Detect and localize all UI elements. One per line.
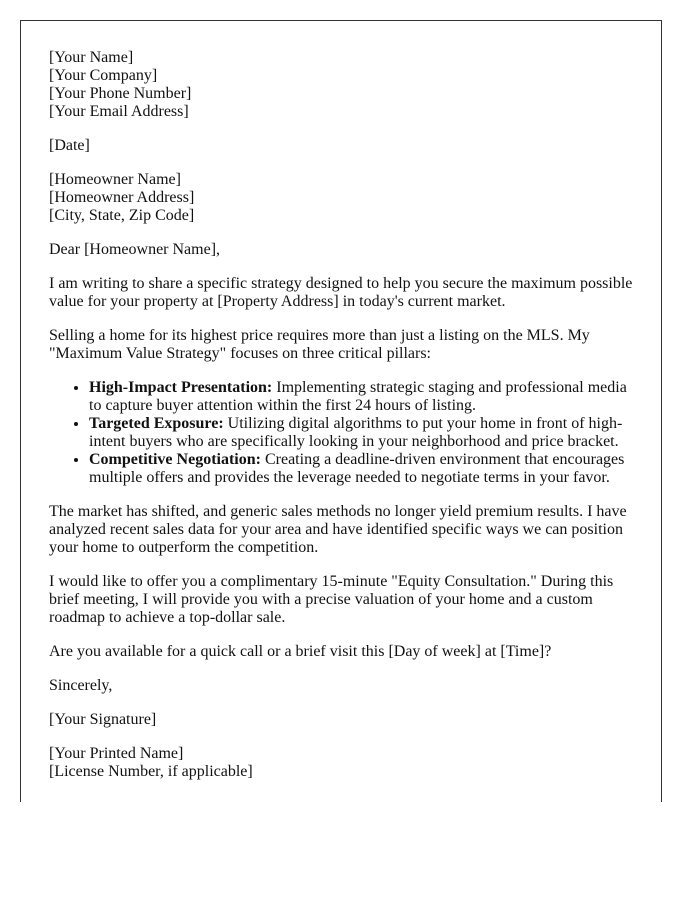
pillar-text: Creating a deadline-driven environment that encourages multiple offers and provides the leverage needed to negotiate terms in your favor.	[89, 451, 625, 486]
pillar-text: Implementing strategic staging and professional media to capture buyer attention within the first 24 hours of listing.	[89, 379, 627, 414]
recipient-block	[49, 171, 634, 225]
signature-block	[49, 745, 634, 781]
signature: [Your Signature]	[49, 711, 157, 728]
list-item	[89, 415, 634, 451]
body-paragraph: The market has shifted, and generic sales methods no longer yield premium results. I have analyzed recent sales data for your area and have identified specific ways we can position your home to outperform the competition.	[49, 503, 627, 556]
salutation: Dear [Homeowner Name],	[49, 241, 221, 258]
body-paragraph: I would like to offer you a complimentary 15-minute "Equity Consultation." During this brief meeting, I will provide you with a precise valuation of your home and a custom roadmap to achieve a top-dollar sale.	[49, 573, 614, 626]
body-paragraph: Are you available for a quick call or a brief visit this [Day of week] at [Time]?	[49, 643, 552, 660]
letter-date: [Date]	[49, 137, 90, 154]
body-paragraph: Selling a home for its highest price requires more than just a listing on the MLS. My "Maximum Value Strategy" focuses on three critical pillars:	[49, 327, 590, 362]
pillar-title: High-Impact Presentation:	[89, 379, 273, 396]
list-item	[89, 379, 634, 415]
recipient-city: [City, State, Zip Code]	[49, 207, 195, 224]
pillar-text: Utilizing digital algorithms to put your home in front of high-intent buyers who are specifically looking in your neighborhood and price bracket.	[89, 415, 623, 450]
pillars-list	[49, 379, 634, 487]
printed-name: [Your Printed Name]	[49, 745, 184, 762]
recipient-address: [Homeowner Address]	[49, 189, 195, 206]
letter-document	[20, 20, 662, 802]
recipient-name: [Homeowner Name]	[49, 171, 181, 188]
sender-phone: [Your Phone Number]	[49, 85, 192, 102]
closing: Sincerely,	[49, 677, 113, 694]
pillar-title: Targeted Exposure:	[89, 415, 224, 432]
body-paragraph: I am writing to share a specific strategy designed to help you secure the maximum possible value for your property at [Property Address] in today's current market.	[49, 275, 633, 310]
sender-company: [Your Company]	[49, 67, 158, 84]
sender-email: [Your Email Address]	[49, 103, 189, 120]
sender-block	[49, 49, 634, 121]
pillar-title: Competitive Negotiation:	[89, 451, 261, 468]
sender-name: [Your Name]	[49, 49, 134, 66]
license-number: [License Number, if applicable]	[49, 763, 253, 780]
list-item	[89, 451, 634, 487]
